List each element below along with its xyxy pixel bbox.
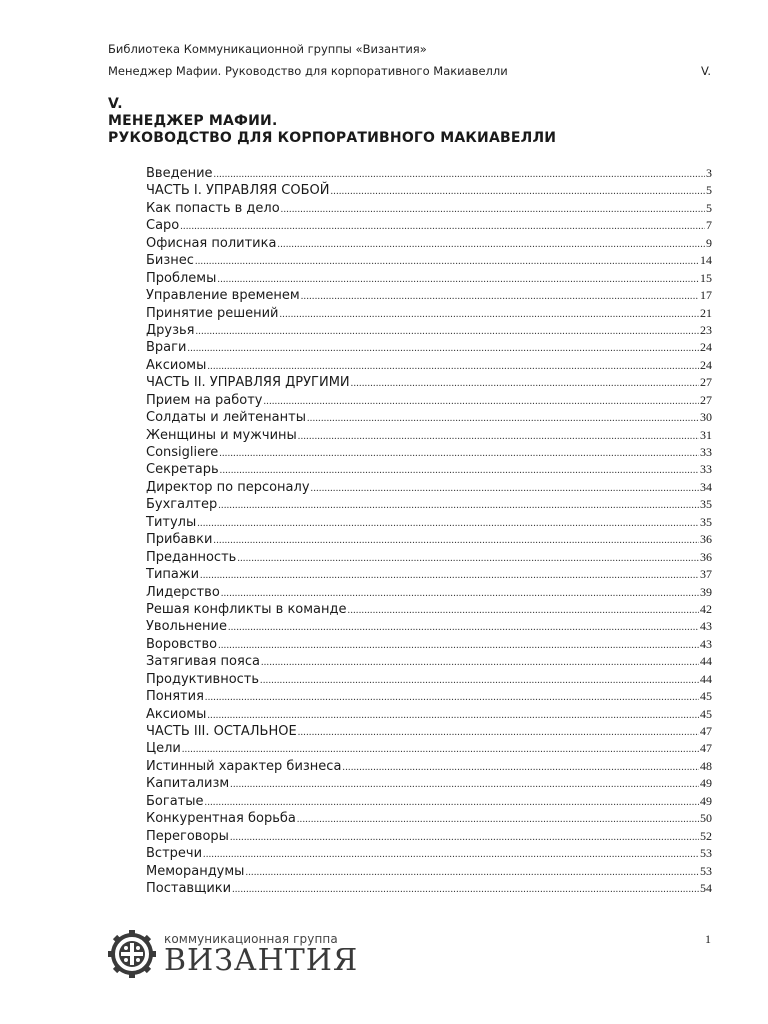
toc-leader-dots xyxy=(196,323,700,340)
toc-entry[interactable] xyxy=(146,479,712,496)
toc-leader-dots xyxy=(195,253,699,270)
toc-leader-dots xyxy=(301,288,699,305)
toc-entry-label: Как попасть в дело xyxy=(146,200,280,216)
toc-entry[interactable] xyxy=(146,409,712,426)
toc-entry[interactable] xyxy=(146,235,712,252)
toc-entry[interactable] xyxy=(146,374,712,391)
toc-entry-page: 44 xyxy=(700,671,712,686)
toc-entry-label: Враги xyxy=(146,340,187,356)
toc-entry[interactable] xyxy=(146,775,712,792)
toc-entry-page: 3 xyxy=(706,166,712,180)
chapter-title-line1: МЕНЕДЖЕР МАФИИ. xyxy=(108,113,278,129)
toc-leader-dots xyxy=(187,340,699,357)
toc-leader-dots xyxy=(297,811,699,828)
toc-entry-page: 5 xyxy=(706,183,712,198)
logo-name: ВИЗАНТИЯ xyxy=(164,943,359,978)
toc-entry[interactable] xyxy=(146,653,712,670)
toc-leader-dots xyxy=(220,462,699,479)
page-number: 1 xyxy=(705,932,711,946)
publisher-logo xyxy=(108,930,358,978)
toc-leader-dots xyxy=(298,428,699,445)
toc-entry-label: Аксиомы xyxy=(146,357,207,373)
table-of-contents xyxy=(146,165,712,897)
toc-entry-label: Секретарь xyxy=(146,462,219,478)
toc-entry-label: Встречи xyxy=(146,846,203,862)
toc-entry-page: 39 xyxy=(700,584,712,599)
toc-entry[interactable] xyxy=(146,392,712,409)
toc-entry-page: 47 xyxy=(700,741,712,756)
toc-entry-page: 15 xyxy=(700,270,712,285)
toc-entry-label: Затягивая пояса xyxy=(146,654,260,670)
toc-entry[interactable] xyxy=(146,845,712,862)
toc-entry-page: 45 xyxy=(700,706,712,721)
toc-entry[interactable] xyxy=(146,182,712,199)
toc-leader-dots xyxy=(232,881,699,898)
toc-entry[interactable] xyxy=(146,549,712,566)
toc-entry-label: Друзья xyxy=(146,322,195,338)
toc-entry-page: 31 xyxy=(700,427,712,442)
running-header-section: V. xyxy=(700,64,711,78)
toc-entry[interactable] xyxy=(146,322,712,339)
toc-entry-label: Лидерство xyxy=(146,584,220,600)
toc-leader-dots xyxy=(230,829,699,846)
toc-entry-page: 30 xyxy=(700,410,712,425)
toc-leader-dots xyxy=(230,776,699,793)
toc-entry-page: 36 xyxy=(700,549,712,564)
toc-leader-dots xyxy=(280,306,700,323)
toc-entry[interactable] xyxy=(146,339,712,356)
toc-entry-page: 48 xyxy=(700,758,712,773)
toc-entry-label: Проблемы xyxy=(146,270,217,286)
toc-entry-label: Прибавки xyxy=(146,532,213,548)
toc-entry-label: Capo xyxy=(146,218,180,234)
toc-entry-page: 27 xyxy=(700,392,712,407)
toc-leader-dots xyxy=(205,689,699,706)
logo-subtitle: коммуникационная группа xyxy=(164,932,338,946)
toc-entry[interactable] xyxy=(146,461,712,478)
toc-entry[interactable] xyxy=(146,601,712,618)
toc-leader-dots xyxy=(237,550,699,567)
toc-entry-label: ЧАСТЬ I. УПРАВЛЯЯ СОБОЙ xyxy=(146,183,330,199)
toc-entry[interactable] xyxy=(146,880,712,897)
toc-entry-page: 49 xyxy=(700,776,712,791)
chapter-number: V. xyxy=(108,96,123,112)
toc-entry-page: 24 xyxy=(700,340,712,355)
toc-entry-label: ЧАСТЬ III. ОСТАЛЬНОЕ xyxy=(146,724,297,739)
toc-entry-label: Типажи xyxy=(146,567,200,583)
chapter-title xyxy=(108,96,556,147)
running-header-book xyxy=(108,64,711,78)
toc-entry-page: 23 xyxy=(700,322,712,337)
toc-entry-page: 52 xyxy=(700,828,712,843)
toc-leader-dots xyxy=(342,759,699,776)
toc-leader-dots xyxy=(245,864,699,881)
toc-entry-label: Увольнение xyxy=(146,619,227,635)
toc-entry-page: 49 xyxy=(700,793,712,808)
toc-entry-label: Капитализм xyxy=(146,776,230,792)
toc-leader-dots xyxy=(214,166,705,183)
toc-entry-page: 27 xyxy=(700,375,712,390)
toc-leader-dots xyxy=(307,410,699,427)
toc-entry-page: 36 xyxy=(700,532,712,547)
toc-leader-dots xyxy=(351,375,699,392)
toc-entry[interactable] xyxy=(146,793,712,810)
toc-entry-page: 24 xyxy=(700,357,712,372)
toc-entry-label: Солдаты и лейтенанты xyxy=(146,410,306,426)
toc-leader-dots xyxy=(348,602,699,619)
toc-leader-dots xyxy=(261,654,699,671)
toc-entry[interactable] xyxy=(146,165,712,182)
toc-entry[interactable] xyxy=(146,636,712,653)
chapter-title-line2: РУКОВОДСТВО ДЛЯ КОРПОРАТИВНОГО МАКИАВЕЛЛИ xyxy=(108,130,557,146)
toc-leader-dots xyxy=(228,619,699,636)
toc-entry[interactable] xyxy=(146,740,712,757)
toc-entry-label: Истинный характер бизнеса xyxy=(146,758,342,774)
toc-entry-label: Бизнес xyxy=(146,253,194,269)
toc-entry-page: 34 xyxy=(700,479,712,494)
toc-entry-page: 21 xyxy=(700,305,712,320)
toc-leader-dots xyxy=(298,724,699,741)
toc-entry-label: Богатые xyxy=(146,793,204,809)
toc-entry-page: 54 xyxy=(700,880,712,895)
toc-entry[interactable] xyxy=(146,723,712,740)
toc-entry-page: 50 xyxy=(700,811,712,826)
toc-leader-dots xyxy=(182,741,699,758)
toc-entry[interactable] xyxy=(146,200,712,217)
toc-entry-label: Поставщики xyxy=(146,880,232,896)
toc-entry-page: 33 xyxy=(700,445,712,459)
toc-entry-label: Меморандумы xyxy=(146,863,245,879)
toc-entry-label: Продуктивность xyxy=(146,671,260,687)
gear-cross-icon xyxy=(108,930,156,978)
toc-leader-dots xyxy=(218,497,699,514)
toc-entry-page: 42 xyxy=(700,601,712,616)
toc-entry-label: Понятия xyxy=(146,689,204,705)
toc-entry[interactable] xyxy=(146,618,712,635)
toc-entry-page: 7 xyxy=(706,218,712,233)
toc-leader-dots xyxy=(213,532,699,549)
toc-leader-dots xyxy=(200,567,699,584)
toc-entry-label: Преданность xyxy=(146,549,237,565)
toc-entry[interactable] xyxy=(146,305,712,322)
toc-entry-label: Директор по персоналу xyxy=(146,479,310,495)
toc-leader-dots xyxy=(197,515,699,532)
toc-entry-page: 53 xyxy=(700,846,712,861)
toc-leader-dots xyxy=(203,846,699,863)
toc-entry-page: 17 xyxy=(700,288,712,303)
toc-entry[interactable] xyxy=(146,252,712,269)
toc-entry-page: 43 xyxy=(700,636,712,651)
toc-entry-label: Конкурентная борьба xyxy=(146,811,296,827)
toc-entry-label: Введение xyxy=(146,166,213,181)
toc-entry[interactable] xyxy=(146,688,712,705)
toc-entry-label: Принятие решений xyxy=(146,305,279,321)
toc-entry-page: 47 xyxy=(700,724,712,738)
toc-leader-dots xyxy=(281,201,705,218)
toc-entry-label: Цели xyxy=(146,741,181,757)
toc-leader-dots xyxy=(207,358,699,375)
toc-entry-label: Аксиомы xyxy=(146,706,207,722)
toc-entry[interactable] xyxy=(146,514,712,531)
toc-leader-dots xyxy=(277,236,705,253)
toc-leader-dots xyxy=(263,393,699,410)
toc-entry[interactable] xyxy=(146,217,712,234)
toc-entry[interactable] xyxy=(146,357,712,374)
toc-entry-page: 45 xyxy=(700,689,712,704)
toc-entry-label: Прием на работу xyxy=(146,392,263,408)
toc-leader-dots xyxy=(218,637,699,654)
toc-entry-page: 9 xyxy=(706,235,712,250)
toc-entry-label: Бухгалтер xyxy=(146,497,218,513)
toc-entry-label: Женщины и мужчины xyxy=(146,427,297,443)
toc-entry-label: Управление временем xyxy=(146,288,300,304)
toc-leader-dots xyxy=(180,218,705,235)
logo-text xyxy=(164,932,358,976)
toc-entry[interactable] xyxy=(146,566,712,583)
toc-entry-label: ЧАСТЬ II. УПРАВЛЯЯ ДРУГИМИ xyxy=(146,375,350,391)
toc-entry[interactable] xyxy=(146,828,712,845)
toc-entry-page: 14 xyxy=(700,253,712,268)
toc-entry[interactable] xyxy=(146,287,712,304)
toc-entry[interactable] xyxy=(146,427,712,444)
toc-entry[interactable] xyxy=(146,671,712,688)
toc-leader-dots xyxy=(207,707,699,724)
toc-entry[interactable] xyxy=(146,863,712,880)
running-header-book-title: Менеджер Мафии. Руководство для корпоративного Макиавелли xyxy=(108,64,508,78)
toc-entry-page: 44 xyxy=(700,654,712,669)
toc-leader-dots xyxy=(260,672,699,689)
toc-entry-page: 43 xyxy=(700,619,712,634)
toc-entry-label: Consigliere xyxy=(146,445,219,460)
toc-entry-page: 5 xyxy=(706,200,712,215)
toc-leader-dots xyxy=(330,183,705,200)
toc-entry[interactable] xyxy=(146,758,712,775)
toc-entry[interactable] xyxy=(146,270,712,287)
toc-entry-page: 35 xyxy=(700,497,712,512)
toc-entry-label: Воровство xyxy=(146,636,218,652)
toc-entry-label: Офисная политика xyxy=(146,235,277,251)
toc-leader-dots xyxy=(221,585,699,602)
toc-entry[interactable] xyxy=(146,531,712,548)
toc-entry[interactable] xyxy=(146,706,712,723)
running-header-library: Библиотека Коммуникационной группы «Византия» xyxy=(108,42,427,56)
toc-entry-page: 37 xyxy=(700,567,712,582)
toc-entry-page: 53 xyxy=(700,863,712,878)
toc-entry-label: Решая конфликты в команде xyxy=(146,601,347,617)
toc-entry-page: 33 xyxy=(700,462,712,477)
toc-leader-dots xyxy=(205,794,699,811)
toc-entry[interactable] xyxy=(146,444,712,461)
toc-entry[interactable] xyxy=(146,496,712,513)
toc-entry[interactable] xyxy=(146,810,712,827)
toc-entry-page: 35 xyxy=(700,514,712,529)
toc-leader-dots xyxy=(311,480,699,497)
toc-entry[interactable] xyxy=(146,584,712,601)
toc-entry-label: Титулы xyxy=(146,514,197,530)
toc-leader-dots xyxy=(219,445,699,462)
toc-leader-dots xyxy=(217,271,699,288)
toc-entry-label: Переговоры xyxy=(146,828,229,844)
